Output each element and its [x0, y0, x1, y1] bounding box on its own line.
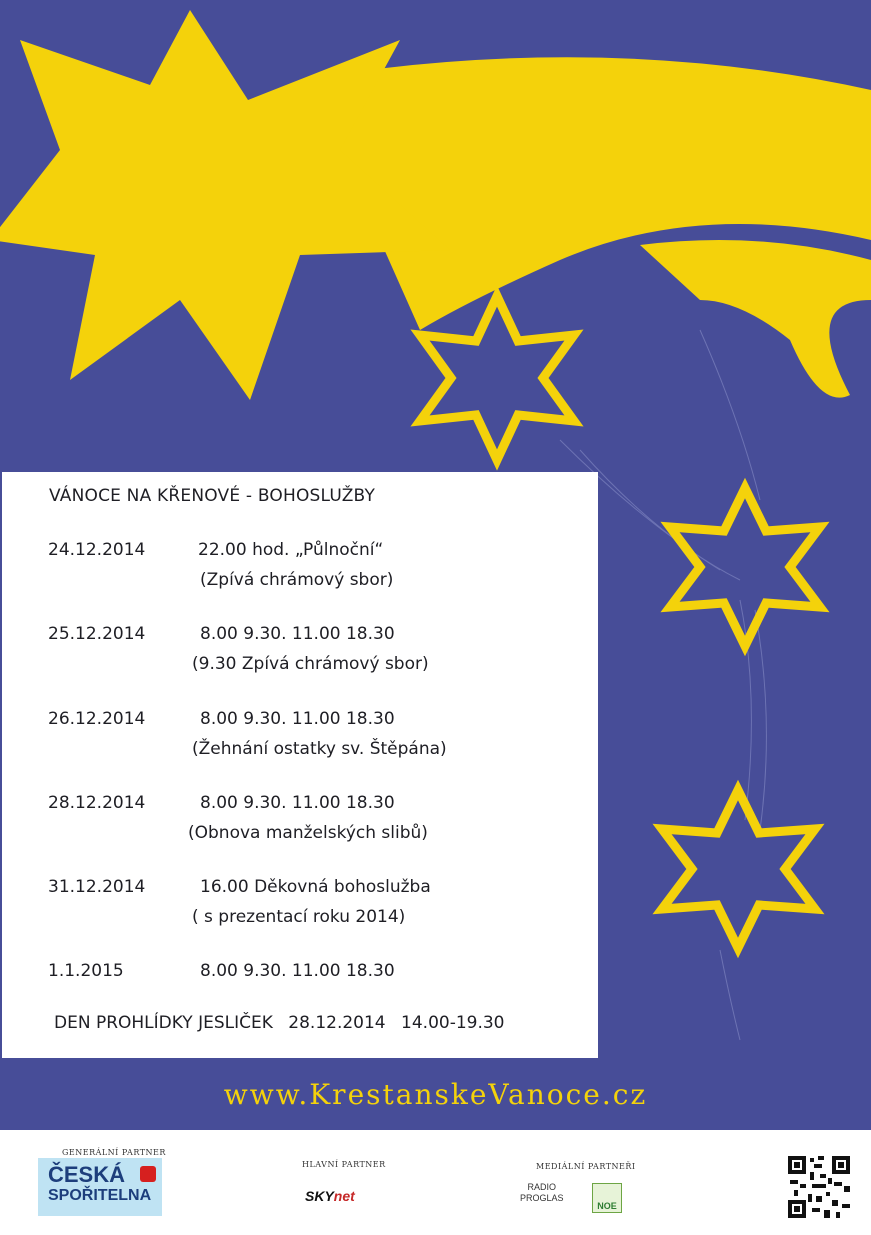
proglas-line1: RADIO	[527, 1182, 557, 1192]
star-outline-icon	[670, 488, 820, 646]
crib-viewing-time: 14.00-19.30	[401, 1013, 505, 1033]
media-partners-label: MEDIÁLNÍ PARTNEŘI	[536, 1162, 636, 1171]
entry-date: 1.1.2015	[48, 961, 124, 981]
entry-time: 22.00 hod. „Půlnoční“	[198, 540, 384, 560]
entry-date: 24.12.2014	[48, 540, 146, 560]
shooting-star-icon	[0, 10, 450, 400]
entry-date: 31.12.2014	[48, 877, 146, 897]
radio-proglas-logo	[520, 1182, 564, 1204]
cs-logo-line1: ČESKÁ	[48, 1162, 126, 1187]
entry-note: ( s prezentací roku 2014)	[192, 907, 406, 927]
skynet-logo	[305, 1188, 355, 1204]
entry-note: (Zpívá chrámový sbor)	[200, 570, 394, 590]
entry-time: 8.00 9.30. 11.00 18.30	[200, 709, 395, 729]
crib-viewing-label: DEN PROHLÍDKY JESLIČEK	[54, 1013, 273, 1033]
entry-time: 16.00 Děkovná bohoslužba	[200, 877, 431, 897]
skynet-logo-a: SKY	[305, 1188, 334, 1204]
schedule-title: VÁNOCE NA KŘENOVÉ - BOHOSLUŽBY	[49, 486, 376, 506]
star-outline-icon	[420, 296, 574, 460]
star-outline-icon	[662, 790, 815, 948]
cs-logo-mark-icon	[140, 1166, 156, 1182]
schedule-panel	[2, 472, 598, 1058]
crib-viewing-date: 28.12.2014	[288, 1013, 386, 1033]
main-partner-label: HLAVNÍ PARTNER	[302, 1160, 386, 1169]
entry-note: (Žehnání ostatky sv. Štěpána)	[192, 739, 447, 759]
entry-time: 8.00 9.30. 11.00 18.30	[200, 961, 395, 981]
noe-logo: NOE	[592, 1183, 622, 1213]
entry-note: (Obnova manželských slibů)	[188, 823, 428, 843]
cs-logo-line2: SPOŘITELNA	[48, 1187, 152, 1204]
skynet-logo-b: net	[333, 1188, 355, 1204]
entry-date: 25.12.2014	[48, 624, 146, 644]
entry-note: (9.30 Zpívá chrámový sbor)	[192, 654, 429, 674]
entry-date: 28.12.2014	[48, 793, 146, 813]
proglas-line2: PROGLAS	[520, 1193, 564, 1203]
entry-time: 8.00 9.30. 11.00 18.30	[200, 624, 395, 644]
general-partner-label: GENERÁLNÍ PARTNER	[62, 1148, 166, 1157]
entry-time: 8.00 9.30. 11.00 18.30	[200, 793, 395, 813]
partners-strip	[0, 1130, 871, 1235]
website-url[interactable]: www.KrestanskeVanoce.cz	[223, 1078, 648, 1111]
ceska-sporitelna-logo	[38, 1158, 162, 1216]
entry-date: 26.12.2014	[48, 709, 146, 729]
crib-viewing-line	[54, 1013, 515, 1033]
qr-code-icon[interactable]	[786, 1154, 852, 1220]
